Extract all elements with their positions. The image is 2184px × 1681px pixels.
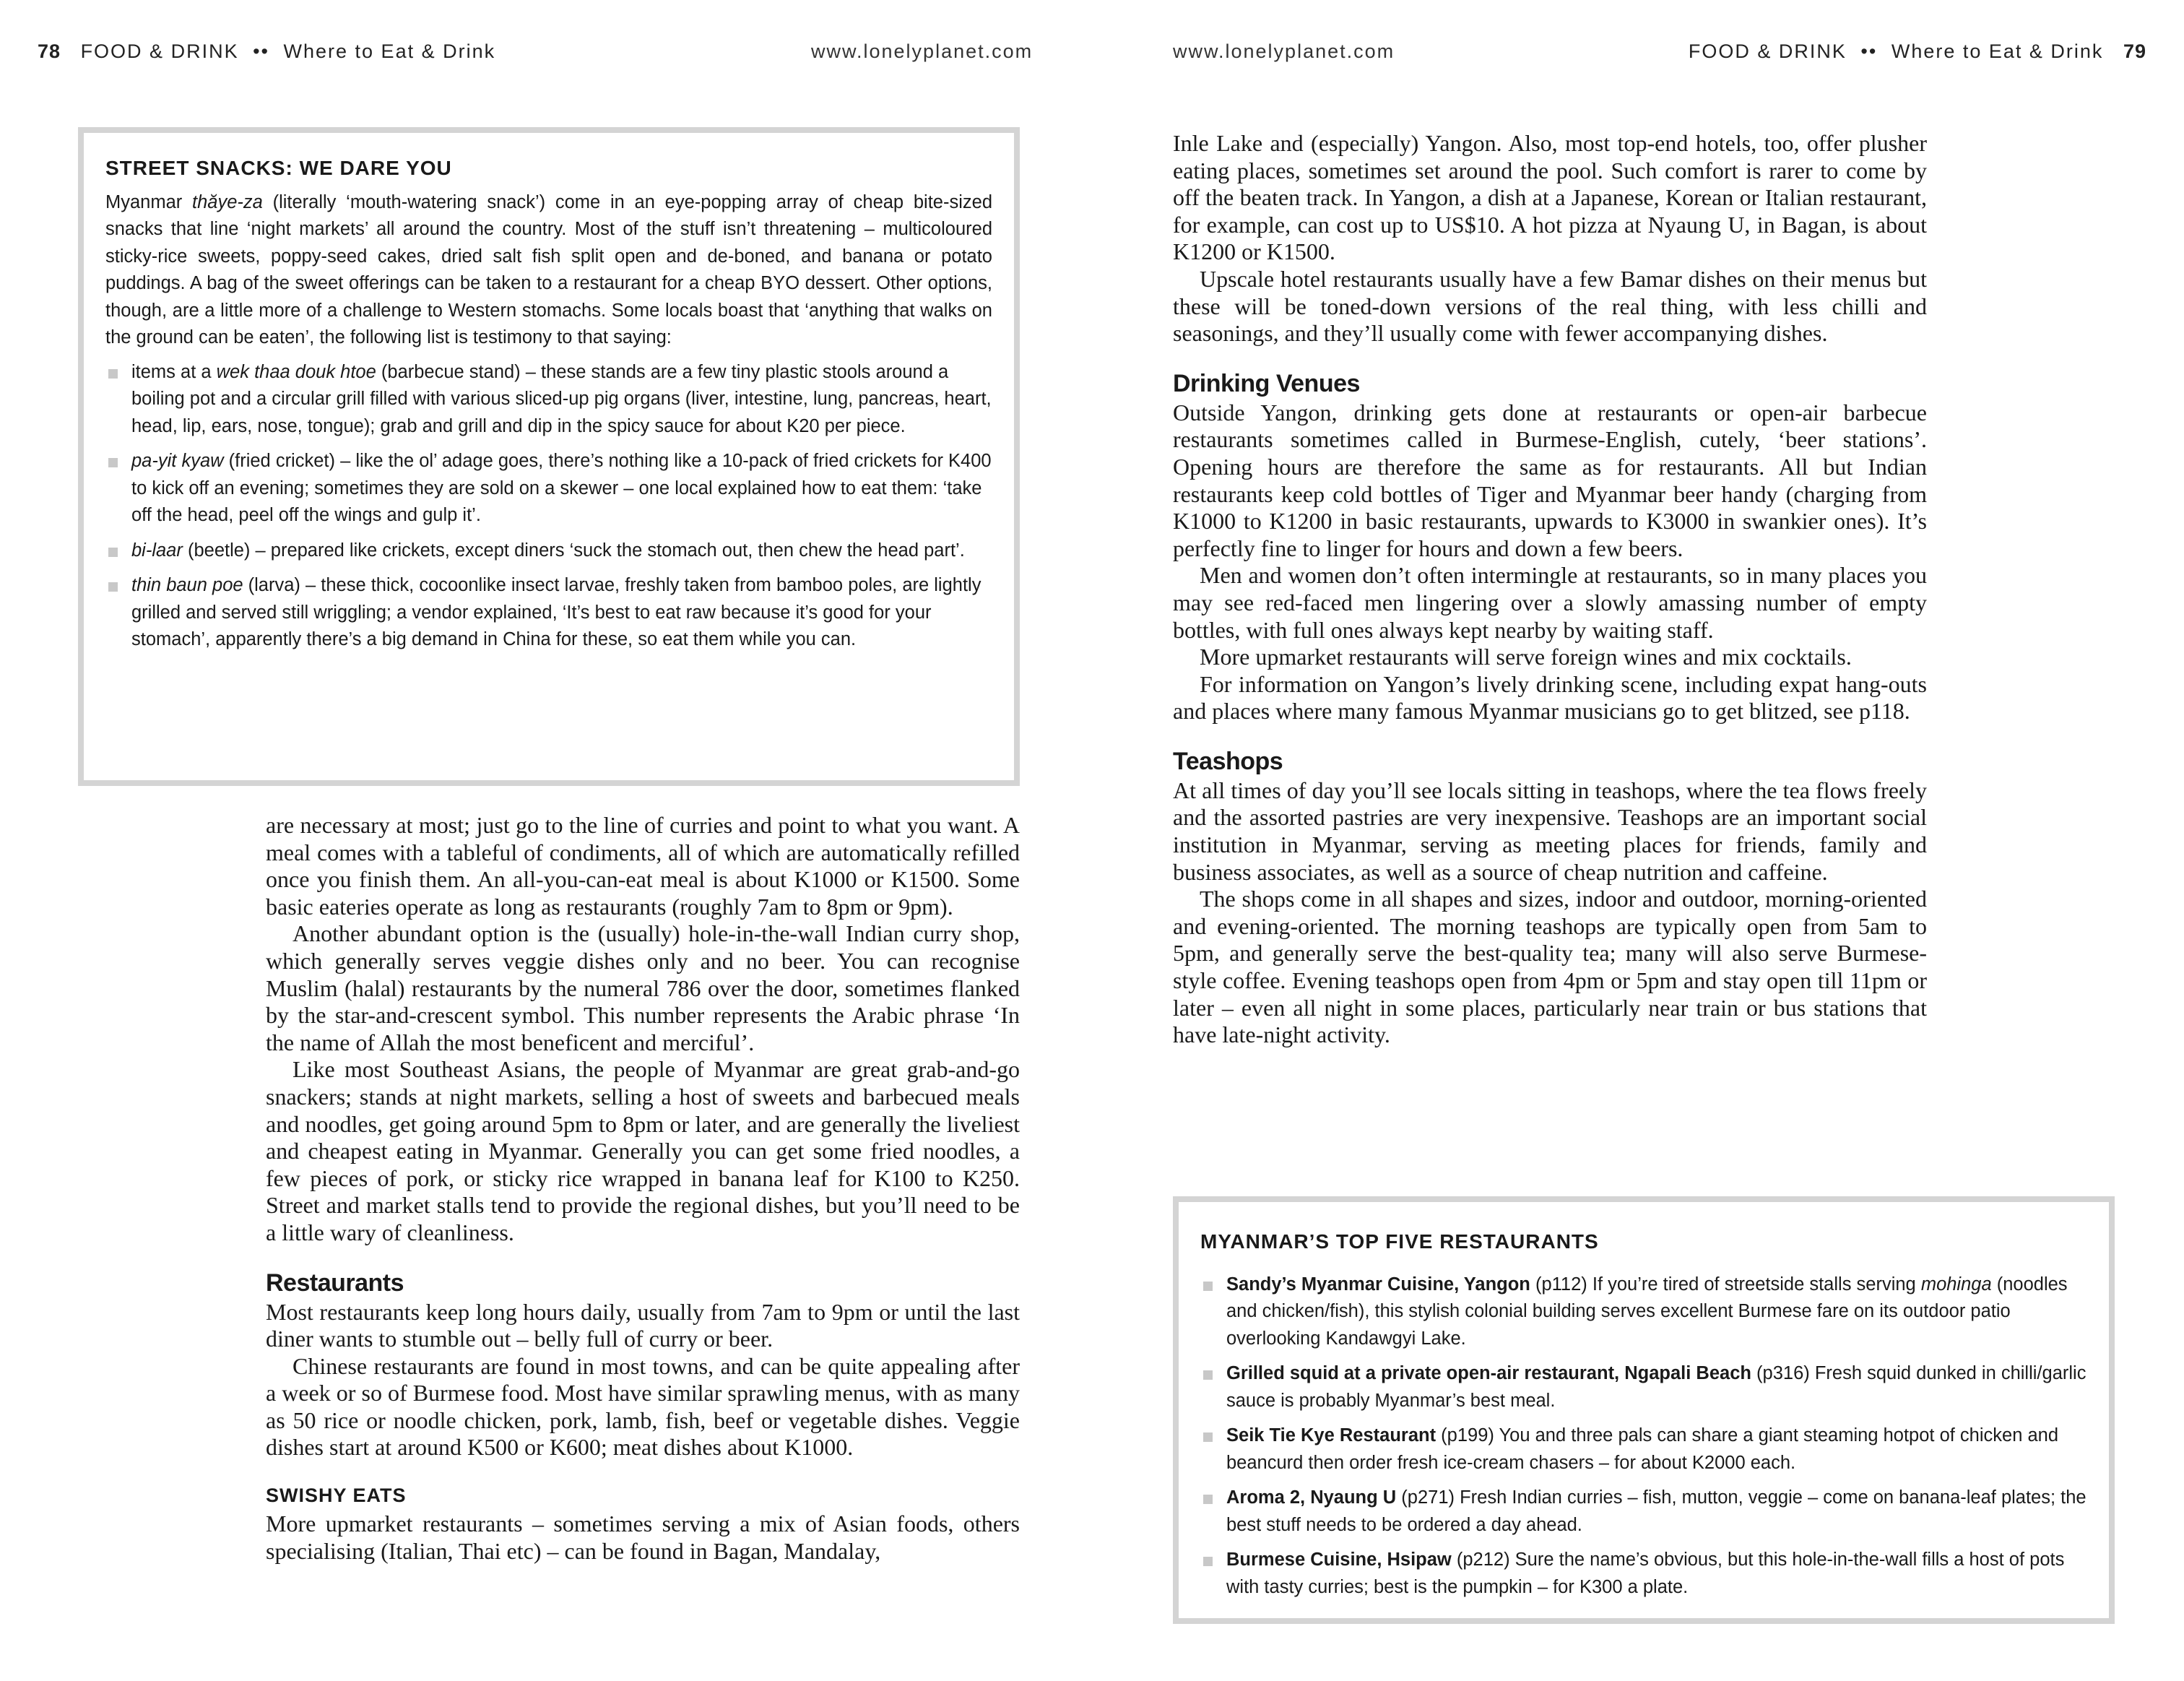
page-number: 78 <box>38 40 61 62</box>
header-subsection: Where to Eat & Drink <box>1891 40 2104 62</box>
running-header-right <box>1689 40 2146 69</box>
header-separator: •• <box>1860 40 1878 62</box>
paragraph: Another abundant option is the (usually) hole-in-the-wall Indian curry shop, which generally serves veggie dishes only and no beer. You can recognise Muslim (halal) restaurants by the numeral 786 over the door, sometimes flanked by the star-and-crescent symbol. This number represents the Arabic phrase ‘In the name of Allah the most beneficent and merciful’. <box>266 920 1020 1055</box>
top-five-restaurants-box <box>1173 1196 2115 1624</box>
paragraph: At all times of day you’ll see locals sitting in teashops, where the tea flows freely and the assorted pastries are very inexpensive. Teashops are an important social institution in Myanmar, serving as meeting places for friends, family and business associates, as well as a source of cheap nutrition and caffeine. <box>1173 777 1927 885</box>
snack-list <box>105 359 992 654</box>
paragraph: More upmarket restaurants – sometimes serving a mix of Asian foods, others specialising (Italian, Thai etc) – can be found in Bagan, Mandalay, <box>266 1511 1020 1564</box>
page-number: 79 <box>2123 40 2146 62</box>
heading-teashops: Teashops <box>1173 747 1283 775</box>
list-item: items at a wek thaa douk htoe (barbecue stand) – these stands are a few tiny plastic stools around a boiling pot and a circular grill filled with various sliced-up pig organs (liver, intestine, lung, pancreas, heart, head, lip, ears, nose, tongue); grab and grill and dip in the spicy sauce for about K20 per piece. <box>105 359 992 441</box>
list-item: bi-laar (beetle) – prepared like crickets, except diners ‘suck the stomach out, then chew the head part’. <box>105 537 992 565</box>
list-item: Seik Tie Kye Restaurant (p199) You and three pals can share a giant steaming hotpot of chicken and beancurd then order fresh ice-cream chasers – for about K2000 each. <box>1200 1422 2087 1477</box>
box-title: STREET SNACKS: WE DARE YOU <box>105 157 452 179</box>
paragraph: Most restaurants keep long hours daily, usually from 7am to 9pm or until the last diner wants to stumble out – belly full of curry or beer. <box>266 1298 1020 1352</box>
list-item: pa-yit kyaw (fried cricket) – like the ol’ adage goes, there’s nothing like a 10-pack of fried crickets for K400 to kick off an evening; sometimes they are sold on a skewer – one local explained how to eat them: ‘take off the head, peel off the wings and gulp it’. <box>105 448 992 530</box>
heading-swishy-eats: SWISHY EATS <box>266 1485 407 1507</box>
paragraph: Men and women don’t often intermingle at restaurants, so in many places you may see red-faced men lingering over a slowly amassing number of empty bottles, with full ones always kept nearby by waiting staff. <box>1173 562 1927 643</box>
paragraph: Upscale hotel restaurants usually have a few Bamar dishes on their menus but these will be toned-down versions of the real thing, with less chilli and seasonings, and they’ll usually come with fewer accompanying dishes. <box>1173 265 1927 347</box>
header-separator: •• <box>253 40 269 62</box>
paragraph: Chinese restaurants are found in most towns, and can be quite appealing after a week or so of Burmese food. Most have similar sprawling menus, with as many as 50 rice or noodle chicken, pork, lamb, fish, beef or vegetable dishes. Veggie dishes start at around K500 or K600; meat dishes about K1000. <box>266 1352 1020 1461</box>
street-snacks-box <box>78 127 1020 786</box>
header-section: FOOD & DRINK <box>1688 40 1847 62</box>
header-url: www.lonelyplanet.com <box>811 40 1034 62</box>
list-item: Aroma 2, Nyaung U (p271) Fresh Indian curries – fish, mutton, veggie – come on banana-leaf plates; the best stuff needs to be ordered a day ahead. <box>1200 1485 2087 1539</box>
left-body-column <box>266 812 1020 1565</box>
list-item: Burmese Cuisine, Hsipaw (p212) Sure the name’s obvious, but this hole-in-the-wall fills a host of pots with tasty curries; best is the pumpkin – for K300 a plate. <box>1200 1547 2087 1601</box>
right-body-column <box>1173 130 1927 1049</box>
header-section: FOOD & DRINK <box>80 40 239 62</box>
paragraph: Inle Lake and (especially) Yangon. Also, most top-end hotels, too, offer plusher eating places, sometimes set around the pool. Such comfort is rarer to come by off the beaten track. In Yangon, a dish at a Japanese, Korean or Italian restaurant, for example, can cost up to US$10. A hot pizza at Nyaung U, in Bagan, is about K1200 or K1500. <box>1173 130 1927 265</box>
restaurant-list <box>1200 1271 2087 1602</box>
header-url: www.lonelyplanet.com <box>1173 40 1395 62</box>
paragraph: are necessary at most; just go to the line of curries and point to what you want. A meal comes with a tableful of condiments, all of which are automatically refilled once you finish them. An all-you-can-eat meal is about K1000 or K1500. Some basic eateries operate as long as restaurants (roughly 7am to 8pm or 9pm). <box>266 812 1020 920</box>
box-title: MYANMAR’S TOP FIVE RESTAURANTS <box>1200 1230 1599 1253</box>
paragraph: More upmarket restaurants will serve foreign wines and mix cocktails. <box>1200 644 1852 670</box>
heading-drinking-venues: Drinking Venues <box>1173 369 1360 397</box>
paragraph: For information on Yangon’s lively drinking scene, including expat hang-outs and places where many famous Myanmar musicians go to get blitzed, see p118. <box>1173 670 1927 725</box>
list-item: Grilled squid at a private open-air restaurant, Ngapali Beach (p316) Fresh squid dunked in chilli/garlic sauce is probably Myanmar’s best meal. <box>1200 1360 2087 1414</box>
list-item: Sandy’s Myanmar Cuisine, Yangon (p112) If you’re tired of streetside stalls serving mohinga (noodles and chicken/fish), this stylish colonial building serves excellent Burmese fare on its outdoor patio overlooking Kandawgyi Lake. <box>1200 1271 2087 1353</box>
heading-restaurants: Restaurants <box>266 1269 404 1297</box>
running-header-left <box>38 40 495 69</box>
list-item: thin baun poe (larva) – these thick, cocoonlike insect larvae, freshly taken from bamboo poles, are lightly grilled and served still wriggling; a vendor explained, ‘It’s best to eat raw because it’s good for your stomach’, apparently there’s a big demand in China for these, so eat them while you can. <box>105 572 992 654</box>
box-intro: Myanmar thăye-za (literally ‘mouth-watering snack’) come in an eye-popping array of cheap bite-sized snacks that line ‘night markets’ all around the country. Most of the stuff isn’t threatening – multicoloured sticky-rice sweets, poppy-seed cakes, dried salt fish split open and de-boned, and banana or potato puddings. A bag of the sweet offerings can be taken to a restaurant for a cheap BYO dessert. Other options, though, are a little more of a challenge to Western stomachs. Some locals boast that ‘anything that walks on the ground can be eaten’, the following list is testimony to that saying: <box>105 191 992 347</box>
header-subsection: Where to Eat & Drink <box>283 40 496 62</box>
paragraph: The shops come in all shapes and sizes, indoor and outdoor, morning-oriented and evening-oriented. The morning teashops are typically open from 5am to 5pm, and generally serve the best-quality tea; many will also serve Burmese-style coffee. Evening teashops open from 4pm or 5pm and stay open till 11pm or later – even all night in some places, particularly near train or bus stations that have late-night activity. <box>1173 886 1927 1048</box>
paragraph: Outside Yangon, drinking gets done at restaurants or open-air barbecue restaurants sometimes called in Burmese-English, cutely, ‘beer stations’. Opening hours are therefore the same as for restaurants. All but Indian restaurants keep cold bottles of Tiger and Myanmar beer handy (charging from K1000 to K1200 in basic restaurants, upwards to K3000 in swankier ones). It’s perfectly fine to linger for hours and down a few beers. <box>1173 399 1927 561</box>
right-page <box>1092 0 2184 1681</box>
paragraph: Like most Southeast Asians, the people of Myanmar are great grab-and-go snackers; stands at night markets, selling a host of sweets and barbecued meals and noodles, get going around 5pm to 8pm or later, and are generally the liveliest and cheapest eating in Myanmar. Generally you can get some fried noodles, a few pieces of pork, or sticky rice wrapped in banana leaf for K100 to K250. Street and market stalls tend to provide the regional dishes, but you’ll need to be a little wary of cleanliness. <box>266 1056 1020 1245</box>
